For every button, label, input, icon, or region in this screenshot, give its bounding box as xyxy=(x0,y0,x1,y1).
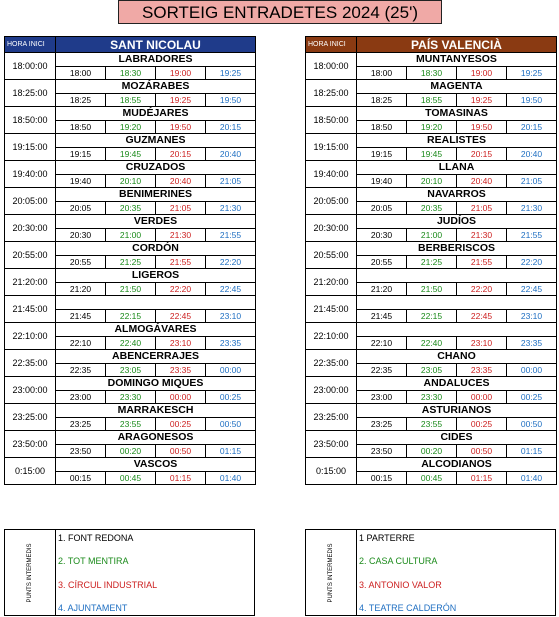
start-time: 18:50:00 xyxy=(5,107,56,134)
checkpoint-time-1: 23:50 xyxy=(56,445,106,457)
checkpoint-time-3: 01:15 xyxy=(457,472,507,484)
start-time: 19:15:00 xyxy=(5,134,56,161)
start-time: 23:50:00 xyxy=(5,431,56,458)
checkpoint-time-3: 20:40 xyxy=(457,175,507,187)
group-name: MAGENTA xyxy=(357,80,556,94)
checkpoint-time-4: 22:20 xyxy=(520,257,543,267)
checkpoint-time-2: 00:45 xyxy=(407,472,457,484)
points-label: PUNTS INTERMEDIS xyxy=(328,542,334,603)
checkpoint-time-3: 21:30 xyxy=(457,229,507,241)
start-time: 23:25:00 xyxy=(306,404,357,431)
checkpoint-time-1: 22:35 xyxy=(357,364,407,376)
checkpoint-time-1: 18:00 xyxy=(357,67,407,79)
checkpoint-time-3: 20:15 xyxy=(156,148,206,160)
checkpoint-time-1: 20:05 xyxy=(357,202,407,214)
checkpoint-time-4: 00:00 xyxy=(520,365,543,375)
start-time: 18:50:00 xyxy=(306,107,357,134)
group-name: MUNTANYESOS xyxy=(357,53,556,67)
checkpoint-time-1: 18:50 xyxy=(357,121,407,133)
checkpoint-time-1: 23:00 xyxy=(357,391,407,403)
points-list xyxy=(56,530,254,615)
checkpoint-time-4: 22:45 xyxy=(520,284,543,294)
checkpoint-time-3: 00:50 xyxy=(457,445,507,457)
checkpoint-time-1: 19:15 xyxy=(56,148,106,160)
group-name: DOMINGO MIQUES xyxy=(56,377,255,391)
schedule-row xyxy=(306,80,557,107)
schedule-row xyxy=(306,431,557,458)
checkpoint-time-3: 20:15 xyxy=(457,148,507,160)
group-name: REALISTES xyxy=(357,134,556,148)
schedule-row xyxy=(5,404,256,431)
checkpoint-time-3: 19:50 xyxy=(156,121,206,133)
checkpoint-time-2: 18:30 xyxy=(106,67,156,79)
schedule-row xyxy=(306,242,557,269)
start-time: 20:05:00 xyxy=(306,188,357,215)
schedule-row xyxy=(306,107,557,134)
checkpoint-time-2: 20:35 xyxy=(106,202,156,214)
checkpoint-time-1: 20:55 xyxy=(357,256,407,268)
checkpoint-time-3: 21:55 xyxy=(156,256,206,268)
group-name xyxy=(357,323,556,337)
start-time: 22:35:00 xyxy=(5,350,56,377)
group-name: LLANA xyxy=(357,161,556,175)
point-item: 2. TOT MENTIRA xyxy=(58,556,129,567)
checkpoint-time-2: 23:55 xyxy=(407,418,457,430)
schedule-row xyxy=(5,134,256,161)
checkpoint-time-1: 21:45 xyxy=(56,310,106,322)
schedule-row xyxy=(306,134,557,161)
checkpoint-time-3: 19:25 xyxy=(457,94,507,106)
checkpoint-time-1: 20:30 xyxy=(56,229,106,241)
checkpoint-time-3: 00:00 xyxy=(156,391,206,403)
checkpoint-time-4: 23:10 xyxy=(520,311,543,321)
schedule-rows xyxy=(5,53,256,485)
checkpoint-time-3: 21:05 xyxy=(156,202,206,214)
checkpoint-time-3: 21:30 xyxy=(156,229,206,241)
checkpoint-time-4: 20:40 xyxy=(219,149,242,159)
start-time: 18:25:00 xyxy=(5,80,56,107)
group-name xyxy=(357,296,556,310)
checkpoint-time-2: 19:45 xyxy=(407,148,457,160)
points-list xyxy=(357,530,555,615)
checkpoint-time-1: 23:50 xyxy=(357,445,407,457)
point-item: 4. AJUNTAMENT xyxy=(58,602,128,613)
checkpoint-time-4: 21:55 xyxy=(520,230,543,240)
group-name: GUZMANES xyxy=(56,134,255,148)
checkpoint-time-2: 23:30 xyxy=(106,391,156,403)
checkpoint-time-3: 00:00 xyxy=(457,391,507,403)
group-name: BENIMERINES xyxy=(56,188,255,202)
point-item: 3. ANTONIO VALOR xyxy=(359,579,442,590)
checkpoint-time-2: 21:25 xyxy=(407,256,457,268)
checkpoint-time-2: 22:15 xyxy=(407,310,457,322)
group-name: ABENCERRAJES xyxy=(56,350,255,364)
checkpoint-time-4: 23:35 xyxy=(219,338,242,348)
checkpoint-time-4: 22:20 xyxy=(219,257,242,267)
schedule-row xyxy=(306,296,557,323)
checkpoint-time-1: 20:30 xyxy=(357,229,407,241)
start-time: 23:00:00 xyxy=(5,377,56,404)
checkpoint-time-1: 19:40 xyxy=(357,175,407,187)
group-name: LIGEROS xyxy=(56,269,255,283)
schedule-row xyxy=(5,107,256,134)
checkpoint-time-4: 21:30 xyxy=(219,203,242,213)
checkpoint-time-2: 20:10 xyxy=(407,175,457,187)
schedule-row xyxy=(5,80,256,107)
checkpoint-time-2: 22:15 xyxy=(106,310,156,322)
checkpoint-time-2: 20:35 xyxy=(407,202,457,214)
start-time: 18:00:00 xyxy=(306,53,357,80)
checkpoint-time-1: 22:35 xyxy=(56,364,106,376)
start-time: 0:15:00 xyxy=(5,458,56,485)
start-time: 22:10:00 xyxy=(306,323,357,350)
checkpoint-time-4: 22:45 xyxy=(219,284,242,294)
checkpoint-time-2: 22:40 xyxy=(407,337,457,349)
checkpoint-time-1: 18:25 xyxy=(357,94,407,106)
points-box-left xyxy=(4,529,255,616)
point-item: 1 PARTERRE xyxy=(359,533,415,543)
schedule-row xyxy=(5,215,256,242)
schedule-row xyxy=(306,215,557,242)
checkpoint-time-4: 20:15 xyxy=(219,122,242,132)
checkpoint-time-2: 18:30 xyxy=(407,67,457,79)
checkpoint-time-2: 19:20 xyxy=(106,121,156,133)
group-name: MOZÁRABES xyxy=(56,80,255,94)
checkpoint-time-4: 21:55 xyxy=(219,230,242,240)
schedule-row xyxy=(5,431,256,458)
hora-inici-header: HORA INICI xyxy=(5,37,56,53)
start-time: 20:30:00 xyxy=(306,215,357,242)
checkpoint-time-4: 01:40 xyxy=(520,473,543,483)
checkpoint-time-1: 00:15 xyxy=(56,472,106,484)
checkpoint-time-3: 22:20 xyxy=(156,283,206,295)
checkpoint-time-2: 18:55 xyxy=(106,94,156,106)
checkpoint-time-2: 00:20 xyxy=(407,445,457,457)
start-time: 20:55:00 xyxy=(306,242,357,269)
checkpoint-time-2: 21:50 xyxy=(106,283,156,295)
checkpoint-time-4: 00:50 xyxy=(219,419,242,429)
group-name xyxy=(56,296,255,310)
schedule-table-sant-nicolau xyxy=(4,36,256,485)
checkpoint-time-4: 19:50 xyxy=(219,95,242,105)
checkpoint-time-3: 23:10 xyxy=(156,337,206,349)
checkpoint-time-3: 20:40 xyxy=(156,175,206,187)
page-title: SORTEIG ENTRADETES 2024 (25') xyxy=(118,0,442,24)
schedule-row xyxy=(5,350,256,377)
checkpoint-time-3: 23:35 xyxy=(457,364,507,376)
point-item: 1. FONT REDONA xyxy=(58,533,134,543)
group-name: VERDES xyxy=(56,215,255,229)
checkpoint-time-3: 19:00 xyxy=(457,67,507,79)
checkpoint-time-2: 00:45 xyxy=(106,472,156,484)
group-name: CORDÓN xyxy=(56,242,255,256)
checkpoint-time-2: 20:10 xyxy=(106,175,156,187)
group-name: ANDALUCES xyxy=(357,377,556,391)
start-time: 20:55:00 xyxy=(5,242,56,269)
checkpoint-time-1: 18:50 xyxy=(56,121,106,133)
checkpoint-time-1: 23:00 xyxy=(56,391,106,403)
checkpoint-time-1: 23:25 xyxy=(357,418,407,430)
checkpoint-time-3: 01:15 xyxy=(156,472,206,484)
point-item: 4. TEATRE CALDERÓN xyxy=(359,602,457,613)
group-name: NAVARROS xyxy=(357,188,556,202)
checkpoint-time-1: 18:25 xyxy=(56,94,106,106)
schedule-row xyxy=(306,404,557,431)
group-name: LABRADORES xyxy=(56,53,255,67)
schedule-row xyxy=(5,161,256,188)
checkpoint-time-4: 19:50 xyxy=(520,95,543,105)
checkpoint-time-1: 19:40 xyxy=(56,175,106,187)
start-time: 22:35:00 xyxy=(306,350,357,377)
checkpoint-time-4: 00:25 xyxy=(520,392,543,402)
checkpoint-time-3: 00:25 xyxy=(156,418,206,430)
start-time: 21:20:00 xyxy=(306,269,357,296)
group-name: ASTURIANOS xyxy=(357,404,556,418)
checkpoint-time-4: 21:30 xyxy=(520,203,543,213)
group-name: ALCODIANOS xyxy=(357,458,556,472)
group-name: CIDES xyxy=(357,431,556,445)
route-header: SANT NICOLAU xyxy=(56,37,256,53)
checkpoint-time-1: 23:25 xyxy=(56,418,106,430)
group-name: JUDÍOS xyxy=(357,215,556,229)
start-time: 21:20:00 xyxy=(5,269,56,296)
checkpoint-time-3: 22:45 xyxy=(156,310,206,322)
checkpoint-time-1: 19:15 xyxy=(357,148,407,160)
checkpoint-time-1: 18:00 xyxy=(56,67,106,79)
schedule-row xyxy=(306,161,557,188)
checkpoint-time-4: 23:10 xyxy=(219,311,242,321)
checkpoint-time-3: 00:25 xyxy=(457,418,507,430)
hora-inici-header: HORA INICI xyxy=(306,37,357,53)
schedule-row xyxy=(306,188,557,215)
group-name: CRUZADOS xyxy=(56,161,255,175)
schedule-row xyxy=(306,53,557,80)
checkpoint-time-1: 00:15 xyxy=(357,472,407,484)
schedule-row xyxy=(306,458,557,485)
checkpoint-time-4: 00:00 xyxy=(219,365,242,375)
start-time: 18:25:00 xyxy=(306,80,357,107)
checkpoint-time-3: 00:50 xyxy=(156,445,206,457)
group-name: CHANO xyxy=(357,350,556,364)
checkpoint-time-1: 21:20 xyxy=(357,283,407,295)
start-time: 23:50:00 xyxy=(306,431,357,458)
checkpoint-time-4: 21:05 xyxy=(219,176,242,186)
schedule-row xyxy=(5,242,256,269)
checkpoint-time-3: 21:55 xyxy=(457,256,507,268)
checkpoint-time-4: 00:50 xyxy=(520,419,543,429)
checkpoint-time-2: 00:20 xyxy=(106,445,156,457)
start-time: 20:05:00 xyxy=(5,188,56,215)
checkpoint-time-4: 01:15 xyxy=(219,446,242,456)
checkpoint-time-2: 18:55 xyxy=(407,94,457,106)
checkpoint-time-2: 22:40 xyxy=(106,337,156,349)
checkpoint-time-4: 01:40 xyxy=(219,473,242,483)
checkpoint-time-3: 22:45 xyxy=(457,310,507,322)
checkpoint-time-3: 23:10 xyxy=(457,337,507,349)
checkpoint-time-2: 19:20 xyxy=(407,121,457,133)
checkpoint-time-3: 23:35 xyxy=(156,364,206,376)
checkpoint-time-1: 20:05 xyxy=(56,202,106,214)
checkpoint-time-3: 19:00 xyxy=(156,67,206,79)
start-time: 18:00:00 xyxy=(5,53,56,80)
start-time: 23:25:00 xyxy=(5,404,56,431)
start-time: 19:15:00 xyxy=(306,134,357,161)
checkpoint-time-4: 20:40 xyxy=(520,149,543,159)
checkpoint-time-2: 21:50 xyxy=(407,283,457,295)
checkpoint-time-4: 23:35 xyxy=(520,338,543,348)
schedule-row xyxy=(5,458,256,485)
group-name: MUDÉJARES xyxy=(56,107,255,121)
schedule-rows xyxy=(306,53,557,485)
start-time: 23:00:00 xyxy=(306,377,357,404)
schedule-row xyxy=(306,377,557,404)
schedule-row xyxy=(306,269,557,296)
checkpoint-time-2: 23:05 xyxy=(407,364,457,376)
checkpoint-time-3: 22:20 xyxy=(457,283,507,295)
group-name: ARAGONESOS xyxy=(56,431,255,445)
group-name: BERBERISCOS xyxy=(357,242,556,256)
checkpoint-time-1: 20:55 xyxy=(56,256,106,268)
schedule-row xyxy=(5,296,256,323)
start-time: 0:15:00 xyxy=(306,458,357,485)
checkpoint-time-4: 19:25 xyxy=(520,68,543,78)
group-name: ALMOGÁVARES xyxy=(56,323,255,337)
checkpoint-time-2: 19:45 xyxy=(106,148,156,160)
start-time: 21:45:00 xyxy=(5,296,56,323)
start-time: 21:45:00 xyxy=(306,296,357,323)
checkpoint-time-2: 21:25 xyxy=(106,256,156,268)
start-time: 19:40:00 xyxy=(5,161,56,188)
start-time: 22:10:00 xyxy=(5,323,56,350)
start-time: 19:40:00 xyxy=(306,161,357,188)
points-box-right xyxy=(305,529,556,616)
schedule-row xyxy=(5,377,256,404)
point-item: 3. CÍRCUL INDUSTRIAL xyxy=(58,579,158,590)
schedule-row xyxy=(5,53,256,80)
start-time: 20:30:00 xyxy=(5,215,56,242)
checkpoint-time-2: 23:55 xyxy=(106,418,156,430)
checkpoint-time-1: 21:45 xyxy=(357,310,407,322)
checkpoint-time-1: 21:20 xyxy=(56,283,106,295)
point-item: 2. CASA CULTURA xyxy=(359,556,438,567)
checkpoint-time-3: 19:50 xyxy=(457,121,507,133)
checkpoint-time-4: 21:05 xyxy=(520,176,543,186)
checkpoint-time-1: 22:10 xyxy=(56,337,106,349)
checkpoint-time-4: 01:15 xyxy=(520,446,543,456)
group-name: VASCOS xyxy=(56,458,255,472)
checkpoint-time-3: 19:25 xyxy=(156,94,206,106)
group-name: TOMASINAS xyxy=(357,107,556,121)
checkpoint-time-2: 21:00 xyxy=(407,229,457,241)
schedule-row xyxy=(306,323,557,350)
checkpoint-time-2: 23:30 xyxy=(407,391,457,403)
schedule-row xyxy=(306,350,557,377)
checkpoint-time-4: 20:15 xyxy=(520,122,543,132)
schedule-row xyxy=(5,269,256,296)
group-name: MARRAKESCH xyxy=(56,404,255,418)
route-header: PAÍS VALENCIÀ xyxy=(357,37,557,53)
group-name xyxy=(357,269,556,283)
schedule-row xyxy=(5,323,256,350)
checkpoint-time-1: 22:10 xyxy=(357,337,407,349)
schedule-row xyxy=(5,188,256,215)
checkpoint-time-3: 21:05 xyxy=(457,202,507,214)
checkpoint-time-4: 19:25 xyxy=(219,68,242,78)
checkpoint-time-2: 23:05 xyxy=(106,364,156,376)
checkpoint-time-2: 21:00 xyxy=(106,229,156,241)
points-label: PUNTS INTERMEDIS xyxy=(27,542,33,603)
schedule-table-pais-valencia xyxy=(305,36,557,485)
checkpoint-time-4: 00:25 xyxy=(219,392,242,402)
